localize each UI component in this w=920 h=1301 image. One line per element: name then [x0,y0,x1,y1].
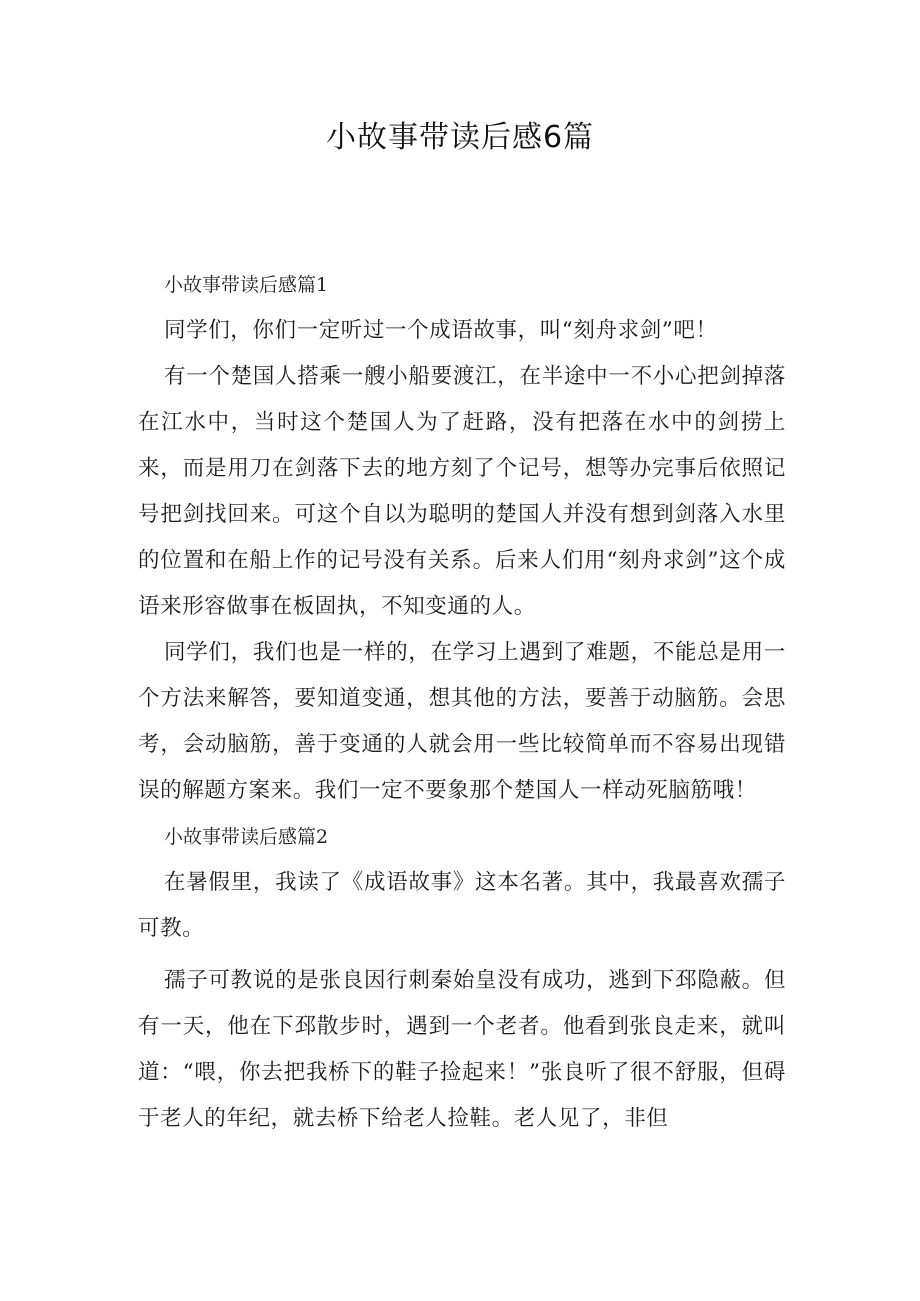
paragraph: 有一个楚国人搭乘一艘小船要渡江，在半途中一不小心把剑掉落在江水中，当时这个楚国人为了赶路，没有把落在水中的剑捞上来，而是用刀在剑落下去的地方刻了个记号，想等办完事后依照记号把剑找回来。可这个自以为聪明的楚国人并没有想到剑落入水里的位置和在船上作的记号没有关系。后来人们用“刻舟求剑”这个成语来形容做事在板固执，不知变通的人。 [138,364,786,619]
section-heading: 小故事带读后感篇2 [164,826,329,848]
document-body [138,262,786,1142]
paragraph: 在暑假里，我读了《成语故事》这本名著。其中，我最喜欢孺子可教。 [138,870,786,941]
section-heading: 小故事带读后感篇1 [164,274,329,296]
document-title: 小故事带读后感6篇 [325,120,595,155]
paragraph: 同学们，我们也是一样的，在学习上遇到了难题，不能总是用一个方法来解答，要知道变通，想其他的方法，要善于动脑筋。会思考，会动脑筋，善于变通的人就会用一些比较简单而不容易出现错误的解题方案来。我们一定不要象那个楚国人一样动死脑筋哦！ [138,640,786,803]
paragraph: 同学们，你们一定听过一个成语故事，叫“刻舟求剑”吧！ [164,318,718,343]
paragraph: 孺子可教说的是张良因行刺秦始皇没有成功，逃到下邳隐蔽。但有一天，他在下邳散步时，遇到一个老者。他看到张良走来，就叫道：“喂，你去把我桥下的鞋子捡起来！”张良听了很不舒服，但碍于老人的年纪，就去桥下给老人捡鞋。老人见了，非但 [138,968,786,1131]
